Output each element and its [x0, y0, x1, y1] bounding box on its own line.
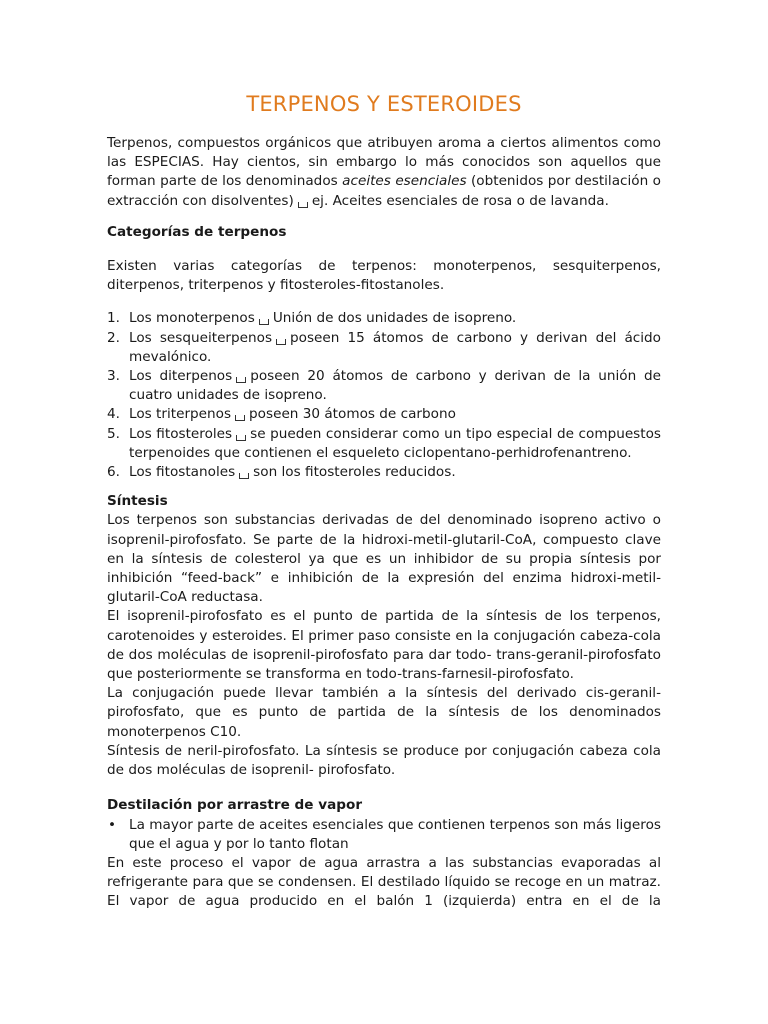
list-term: Los monoterpenos: [129, 310, 255, 327]
list-number: 5.: [107, 425, 120, 442]
page-title: TERPENOS Y ESTEROIDES: [246, 92, 522, 116]
list-desc: poseen 15 átomos de carbono y derivan del ácido mevalónico.: [129, 329, 661, 365]
categorias-heading: Categorías de terpenos: [107, 223, 287, 240]
intro-text-2: (obtenidos por destilación o extracción con disolventes): [107, 173, 661, 209]
categorias-list: [107, 309, 661, 482]
list-term: Los diterpenos: [129, 368, 233, 385]
bullet-item: [107, 816, 661, 854]
list-item: [107, 425, 661, 463]
arrow-icon: [259, 319, 269, 325]
intro-text-3: ej. Aceites esenciales de rosa o de lavanda.: [311, 192, 609, 209]
intro-text-1: Terpenos, compuestos orgánicos que atribuyen aroma a ciertos alimentos como las ESPECIAS. Hay cientos, sin embargo lo más conocidos son aquellos que forman parte de los denominados: [107, 135, 661, 190]
destilacion-bullets: [107, 816, 661, 854]
list-number: 4.: [107, 406, 120, 423]
list-desc: son los fitosteroles reducidos.: [253, 464, 456, 481]
arrow-icon: [236, 435, 246, 441]
arrow-icon: [276, 339, 286, 345]
list-item: [107, 367, 661, 405]
list-number: 6.: [107, 464, 120, 481]
list-number: 3.: [107, 368, 120, 385]
list-item: [107, 329, 661, 367]
list-desc: Unión de dos unidades de isopreno.: [272, 310, 517, 327]
intro-italic: aceites esenciales: [342, 173, 467, 190]
bullet-icon: •: [108, 816, 117, 833]
arrow-icon: [239, 473, 249, 479]
categorias-intro: Existen varias categorías de terpenos: monoterpenos, sesquiterpenos, diterpenos, triterpenos y fitosteroles-fitostanoles.: [107, 258, 661, 294]
list-item: [107, 405, 661, 424]
sintesis-paragraph: Síntesis de neril-pirofosfato. La síntesis se produce por conjugación cabeza cola de dos moléculas de isoprenil- pirofosfato.: [107, 742, 661, 779]
sintesis-paragraph: El isoprenil-pirofosfato es el punto de partida de la síntesis de los terpenos, carotenoides y esteroides. El primer paso consiste en la conjugación cabeza-cola de dos moléculas de isoprenil-pirofosfato para dar todo- trans-geranil-pirofosfato que posteriormente se transforma en todo-trans-farnesil-pirofosfato.: [107, 608, 661, 683]
arrow-icon: [236, 377, 246, 383]
list-term: Los sesqueiterpenos: [129, 329, 273, 346]
destilacion-heading: Destilación por arrastre de vapor: [107, 797, 363, 814]
arrow-icon: [298, 202, 308, 208]
list-term: Los fitostanoles: [129, 464, 236, 481]
list-desc: poseen 20 átomos de carbono y derivan de la unión de cuatro unidades de isopreno.: [129, 368, 662, 404]
bullet-text: La mayor parte de aceites esenciales que contienen terpenos son más ligeros que el agua y por lo tanto flotan: [129, 816, 661, 852]
intro-paragraph: [107, 134, 661, 211]
sintesis-paragraph: Los terpenos son substancias derivadas de del denominado isopreno activo o isoprenil-pirofosfato. Se parte de la hidroxi-metil-glutaril-CoA, compuesto clave en la síntesis de colesterol ya que es un inhibidor de su propia síntesis por inhibición “feed-back” e inhibición de la expresión del enzima hidroxi-metil-glutaril-CoA reductasa.: [107, 512, 661, 606]
list-term: Los fitosteroles: [129, 425, 233, 442]
list-item: [107, 309, 661, 328]
list-term: Los triterpenos: [129, 406, 232, 423]
list-item: [107, 463, 661, 482]
list-desc: poseen 30 átomos de carbono: [249, 406, 456, 423]
list-desc: se pueden considerar como un tipo especial de compuestos terpenoides que contienen el esqueleto ciclopentano-perhidrofenantreno.: [129, 425, 661, 461]
sintesis-heading: Síntesis: [107, 493, 168, 510]
sintesis-paragraph: La conjugación puede llevar también a la síntesis del derivado cis-geranil-pirofosfato, que es punto de partida de la síntesis de los denominados monoterpenos C10.: [107, 685, 661, 740]
destilacion-paragraph: En este proceso el vapor de agua arrastra a las substancias evaporadas al refrigerante para que se condensen. El destilado líquido se recoge en un matraz. El vapor de agua producido en el balón 1 (izquierda) entra en el de la: [107, 854, 661, 910]
arrow-icon: [235, 415, 245, 421]
list-number: 2.: [107, 329, 120, 346]
list-number: 1.: [107, 310, 120, 327]
